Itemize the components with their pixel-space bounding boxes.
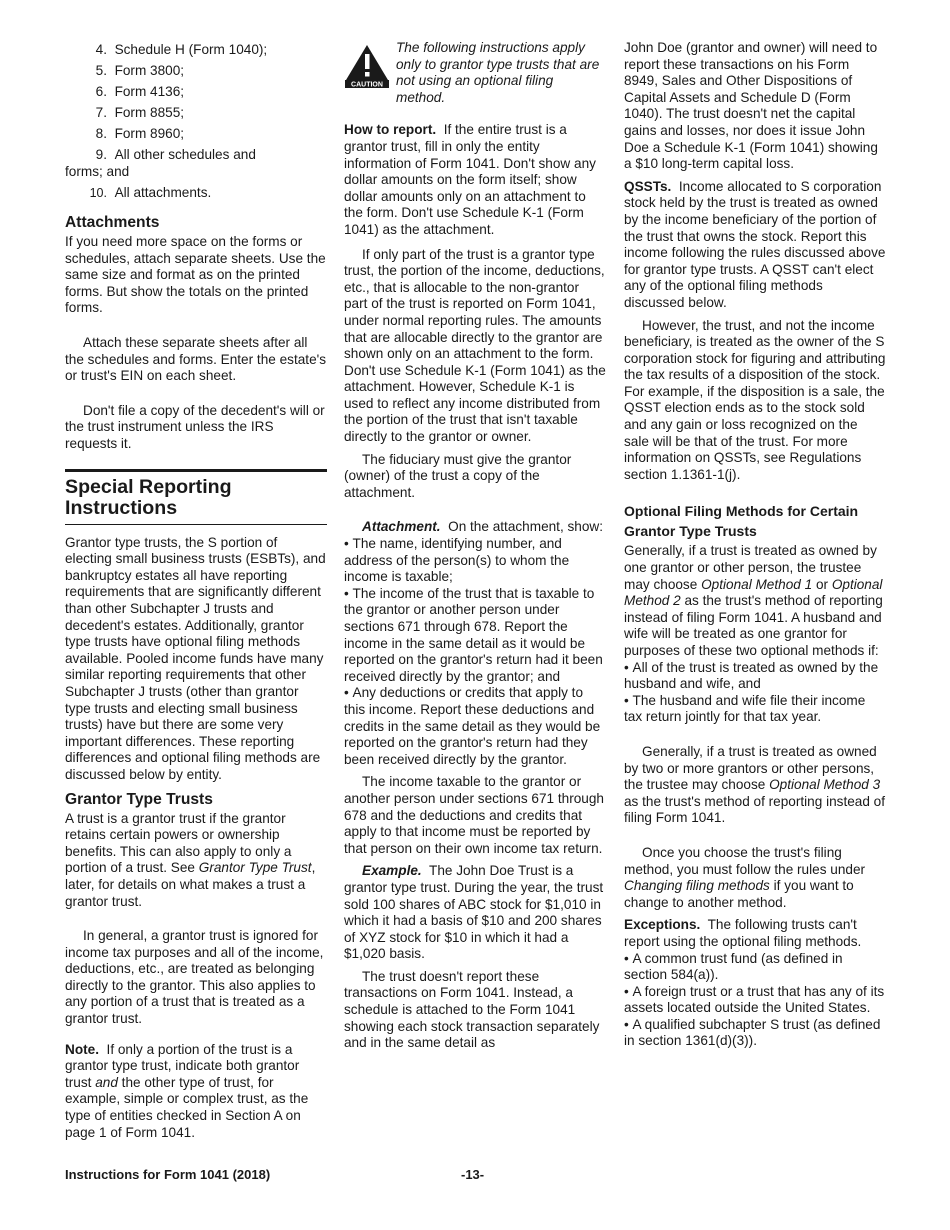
bullet-item: • A foreign trust or a trust that has any of its assets located outside the United States. <box>624 983 885 1016</box>
grantor-paragraph: A trust is a grantor trust if the grantor retains certain powers or ownership benefits. This can also apply to only a portion of a trust. See Grantor Type Trust, later, for details on what makes a trust a grantor trust. <box>65 810 316 909</box>
list-item: 7. Form 8855; <box>95 104 185 120</box>
john-doe-paragraph: John Doe (grantor and owner) will need to report these transactions on his Form 8949, Sales and Other Dispositions of Capital Assets and Schedule D (Form 1040). The trust doesn't net the capital gains and losses, nor does it issue John Doe a Schedule K-1 (Form 1041) showing a $10 long-term capital loss. <box>624 40 878 172</box>
trust-paragraph: The trust doesn't report these transactions on Form 1041. Instead, a schedule is attached to the Form 1041 showing each stock transaction separately and in the same detail as <box>344 968 600 1051</box>
special-reporting-paragraph: Grantor type trusts, the S portion of electing small business trusts (ESBTs), and bankruptcy estates all have reporting requirements that are significantly different than other Subchapter J trusts and decedent's estates. Additionally, grantor type trusts have optional filing methods available. Pooled income funds have many similar reporting requirements that other Subchapter J trusts (other than grantor type trusts and electing small business trusts) have but there are some very important differences. These reporting differences and optional filing methods are discussed below by entity. <box>65 534 326 782</box>
caution-text: The following instructions apply only to grantor type trusts that are not using an optional filing method. <box>396 40 600 105</box>
qssts-paragraph: QSSTs. Income allocated to S corporation stock held by the trust is treated as owned by the income beneficiary of the portion of the trust that owns the stock. Report this income following the rules discussed above for grantor type trusts. A QSST can't elect any of the optional filing methods discussed below. <box>624 178 886 310</box>
column-1 <box>65 40 327 1141</box>
attachments-paragraph: Attach these separate sheets after all the schedules and forms. Enter the estate's or trust's EIN on each sheet. <box>65 335 327 384</box>
grantor-type-trusts-heading: Grantor Type Trusts <box>65 790 213 808</box>
example-paragraph: Example. The John Doe Trust is a grantor type trust. During the year, the trust sold 100 shares of ABC stock for $1,010 in which it had a basis of $10 and 200 shares of XYZ stock for $10 in which it had a $1,020 basis. <box>344 863 604 962</box>
bullet-item: • Any deductions or credits that apply to this income. Report these deductions and credits in the same detail as they would be reported on the grantor's return had they been received directly by the grantor. <box>344 685 601 767</box>
caution-note <box>344 40 606 106</box>
list-item: 10. All attachments. <box>89 184 212 200</box>
optional-filing-heading: Optional Filing Methods for Certain Grantor Type Trusts <box>624 503 859 540</box>
column-3 <box>624 40 886 1050</box>
part-grantor-paragraph: If only part of the trust is a grantor type trust, the portion of the income, deductions, etc., that is allocable to the non-grantor part of the trust is reported on Form 1041, under normal reporting rules. The amounts that are allocable directly to the grantor are shown only on an attachment to the form. Don't use Schedule K-1 (Form 1041) as the attachment. However, Schedule K-1 is used to reflect any income distributed from the portion of the trust that isn't taxable directly to the grantor or owner. <box>344 246 606 445</box>
attachments-paragraph: Don't file a copy of the decedent's will or the trust instrument unless the IRS requests it. <box>65 402 325 452</box>
svg-text:CAUTION: CAUTION <box>351 81 383 88</box>
bullet-item: • The husband and wife file their income tax return jointly for that tax year. <box>624 692 866 725</box>
bullet-item: • The name, identifying number, and address of the person(s) to whom the income is taxable; <box>344 536 570 585</box>
list-item: 4. Schedule H (Form 1040); <box>95 42 268 57</box>
attachments-paragraph: If you need more space on the forms or schedules, attach separate sheets. Use the same size and format as on the printed forms. But show the totals on the printed forms. <box>65 234 326 316</box>
list-item: 5. Form 3800; <box>95 62 185 78</box>
income-paragraph: The income taxable to the grantor or another person under sections 671 through 678 and the deductions and credits that apply to that income must be reported by that person on their own income tax return. <box>344 774 604 856</box>
grantor-paragraph: In general, a grantor trust is ignored for income tax purposes and all of the income, deductions, etc., are treated as belonging directly to the grantor. This also applies to any portion of a trust that is treated as a grantor trust. <box>65 928 324 1027</box>
fiduciary-paragraph: The fiduciary must give the grantor (owner) of the trust a copy of the attachment. <box>344 451 572 500</box>
bullet-item: • A common trust fund (as defined in section 584(a)). <box>624 950 843 983</box>
exceptions-paragraph: Exceptions. The following trusts can't report using the optional filing methods. <box>624 917 862 949</box>
schedule-list <box>65 42 327 201</box>
list-item: 9. All other schedules and <box>95 146 256 162</box>
footer-form-title: Instructions for Form 1041 (2018) <box>65 1167 271 1182</box>
bullet-item: • A qualified subchapter S trust (as defined in section 1361(d)(3)). <box>624 1016 881 1049</box>
however-paragraph: However, the trust, and not the income beneficiary, is treated as the owner of the S corporation stock for figuring and attributing the tax results of a disposition of the stock. For example, if the disposition is a sale, the QSST election ends as to the stock sold and any gain or loss recognized on the sale will be that of the trust. For more information on QSSTs, see Regulations section 1.1361-1(j). <box>624 317 886 482</box>
page-number: -13- <box>461 1167 485 1182</box>
optional-paragraph: Generally, if a trust is treated as owned by two or more grantors or other persons, the trustee may choose Optional Method 3 as the trust's method of reporting instead of filing Form 1041. <box>624 743 886 826</box>
caution-icon <box>344 44 392 93</box>
special-reporting-heading: Special Reporting Instructions <box>65 469 327 525</box>
attachments-heading: Attachments <box>65 214 160 232</box>
list-item: 8. Form 8960; <box>95 125 185 141</box>
how-to-report-paragraph: How to report. If the entire trust is a grantor trust, fill in only the entity information of Form 1041. Don't show any dollar amounts on the form itself; show dollar amounts only on an attachment to the form. Don't use Schedule K-1 (Form 1041) as the attachment. <box>344 122 596 237</box>
column-2 <box>344 40 606 1052</box>
once-paragraph: Once you choose the trust's filing method, you must follow the rules under Changing filing methods if you want to change to another method. <box>624 844 866 910</box>
list-item: 6. Form 4136; <box>95 83 185 99</box>
list-item-continuation: forms; and <box>65 163 130 179</box>
warning-triangle-icon <box>344 44 390 88</box>
bullet-item: • The income of the trust that is taxable to the grantor or another person under sections 671 through 678. Report the income in the same detail as it would be reported on the grantor's return had it been received directly by the grantor; and <box>344 585 603 684</box>
optional-paragraph: Generally, if a trust is treated as owned by one grantor or other person, the trustee may choose Optional Method 1 or Optional Method 2 as the trust's method of reporting instead of filing Form 1041. A husband and wife will be treated as one grantor for purposes of these two optional methods if: <box>624 543 883 658</box>
note-paragraph: Note. If only a portion of the trust is a grantor type trust, indicate both grantor trust and the other type of trust, for example, simple or complex trust, as the type of entities checked in Section A on page 1 of Form 1041. <box>65 1041 309 1140</box>
attachment-paragraph: Attachment. On the attachment, show: <box>362 519 604 535</box>
bullet-item: • All of the trust is treated as owned by the husband and wife, and <box>624 659 879 692</box>
